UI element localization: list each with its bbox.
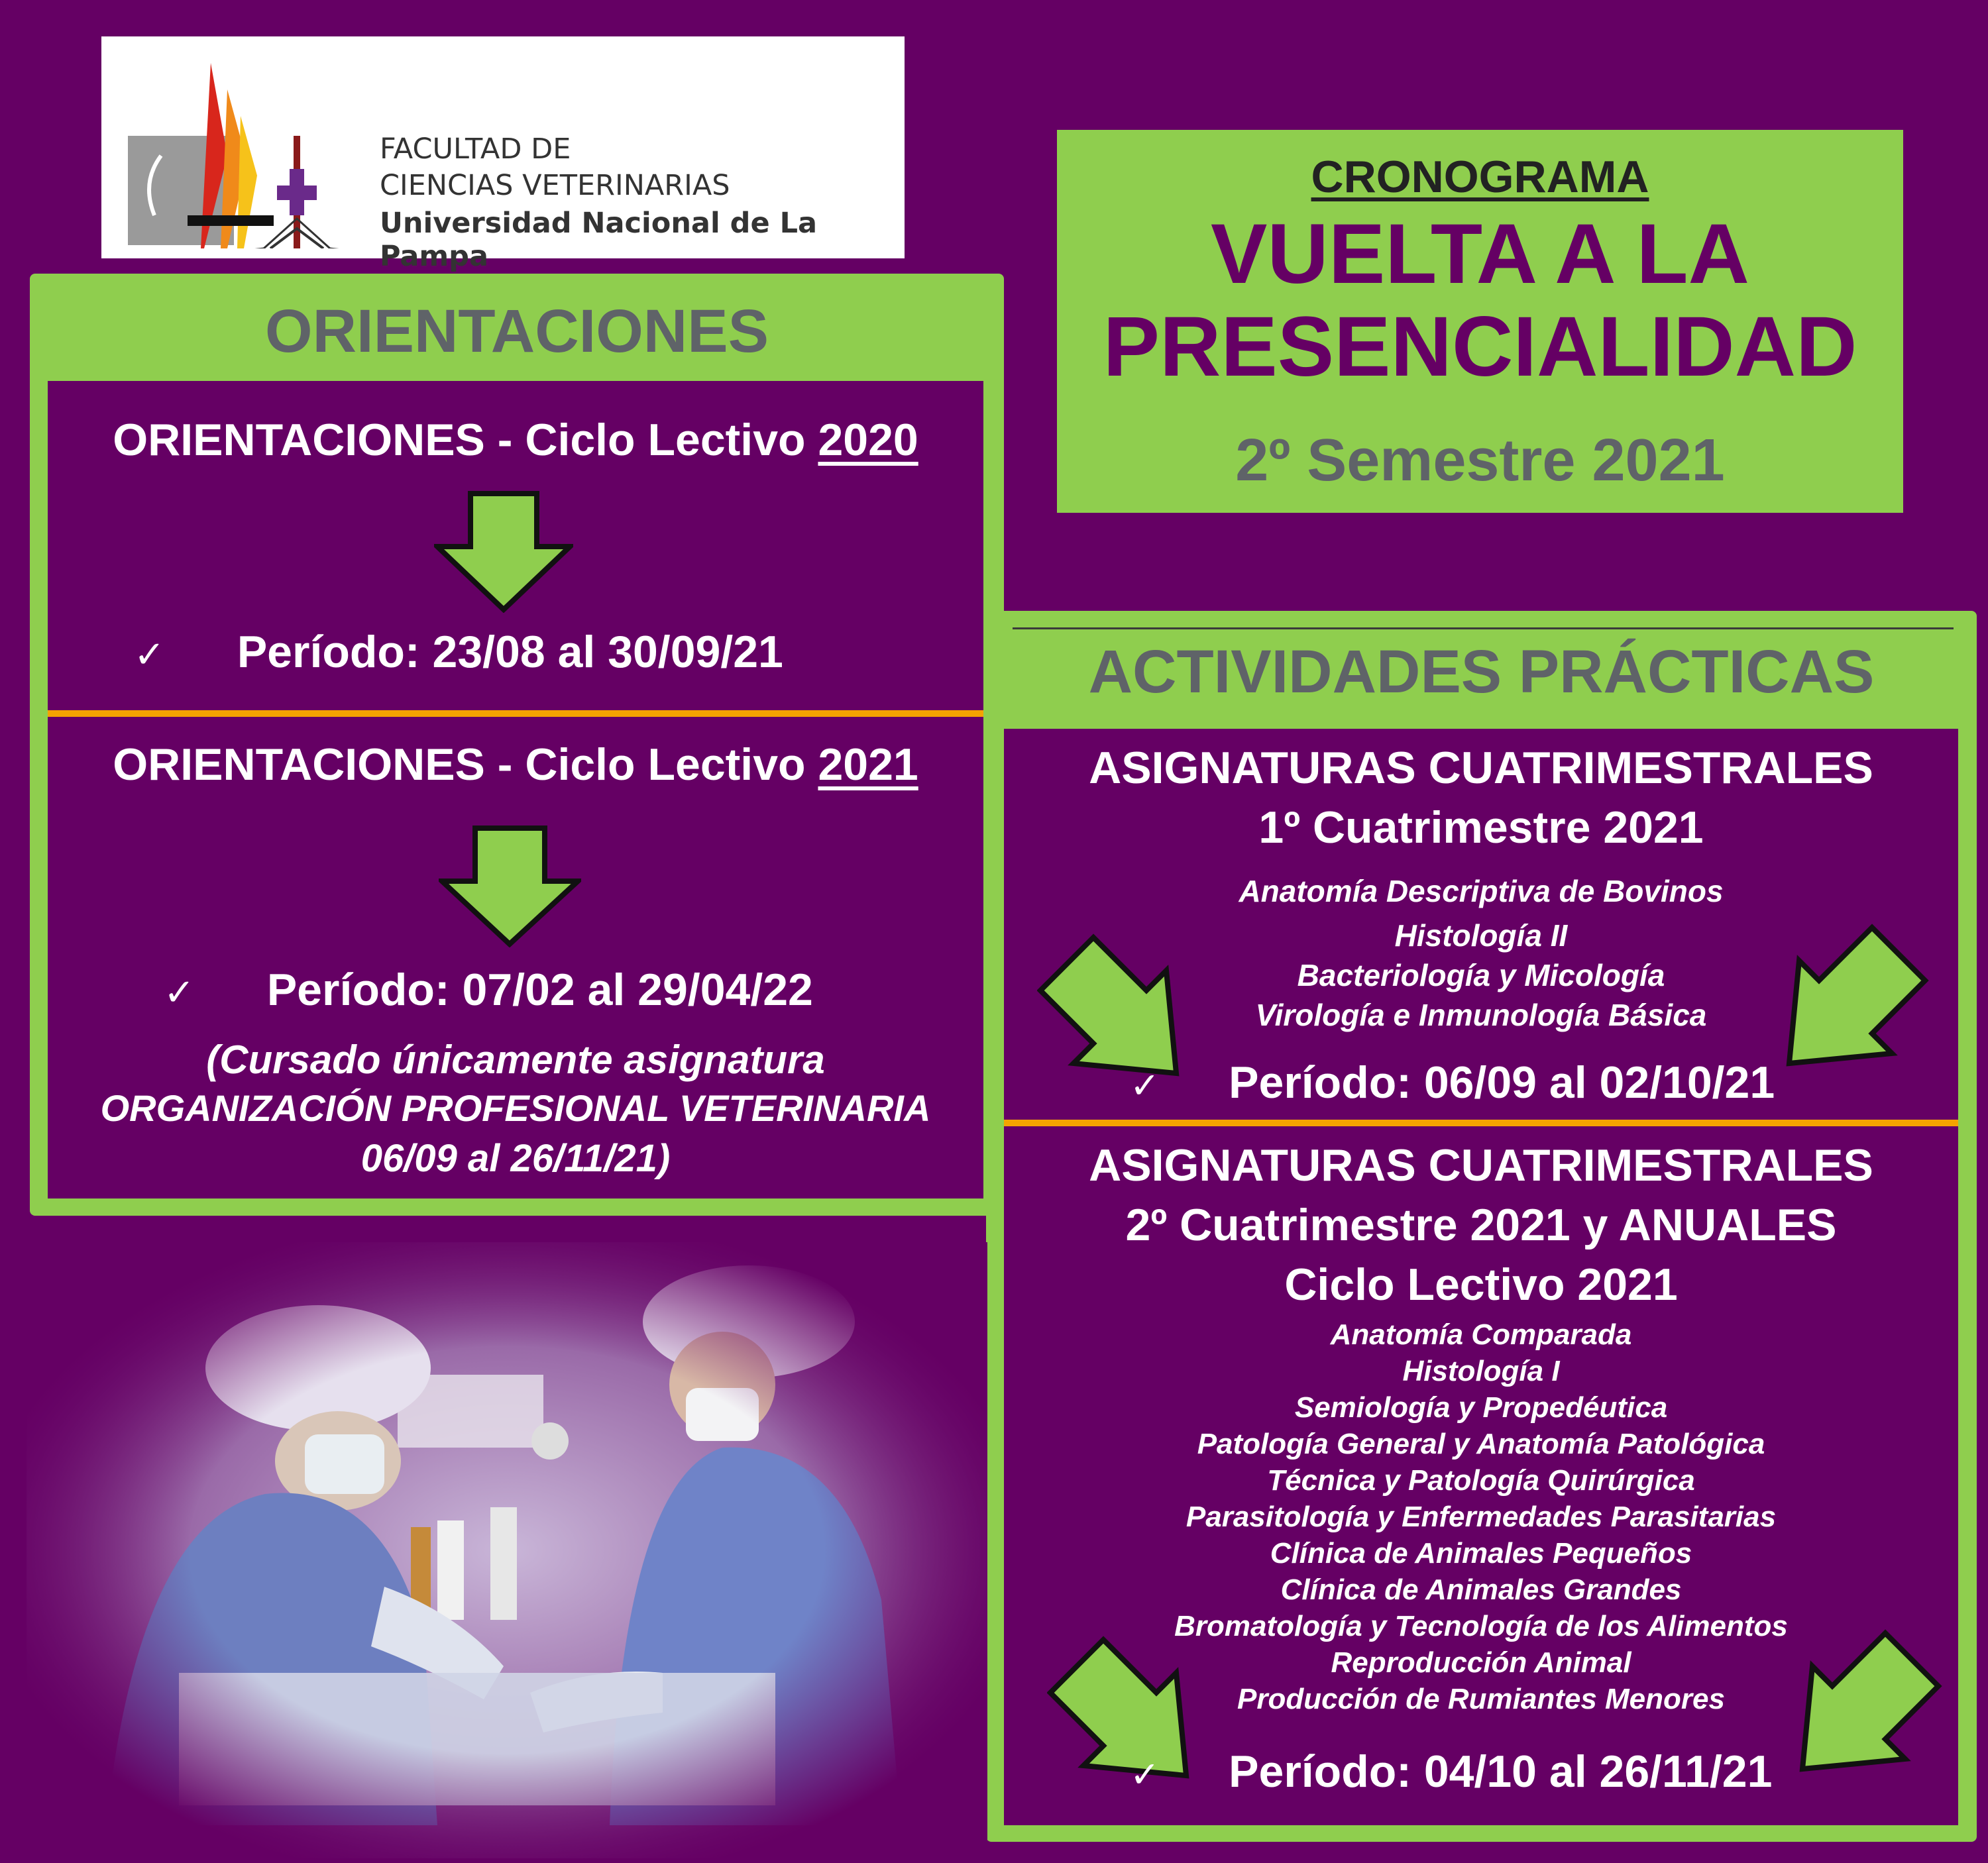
down-arrow-icon [439,825,581,947]
title-line1: VUELTA A LA [1211,207,1749,301]
orientaciones-2020-label: ORIENTACIONES - Ciclo Lectivo [113,415,818,465]
block2-subject: Producción de Rumiantes Menores [1237,1683,1725,1715]
block2-subject: Técnica y Patología Quirúrgica [1267,1464,1695,1497]
block1-subject: Virología e Inmunología Básica [1255,998,1707,1032]
block2-subject: Histología I [1402,1355,1560,1387]
block2-subject: Parasitología y Enfermedades Parasitarias [1186,1501,1777,1533]
check-icon: ✓ [1130,1065,1160,1106]
title-box [1057,130,1903,513]
orientaciones-separator [48,710,983,717]
block1-title1: ASIGNATURAS CUATRIMESTRALES [1089,743,1873,793]
block1-period: Período: 06/09 al 02/10/21 [1229,1057,1775,1108]
block2-subject: Patología General y Anatomía Patológica [1197,1428,1765,1460]
block1-period-row [1130,1057,1988,1108]
logo-line3: Universidad Nacional de La Pampa [380,207,817,273]
block2-subject: Reproducción Animal [1331,1646,1631,1679]
veterinary-surgery-photo [27,1242,987,1858]
check-icon: ✓ [1130,1754,1160,1795]
title-subtitle: 2º Semestre 2021 [1235,427,1725,494]
orientaciones-2021-title [48,739,983,790]
orientaciones-2021-label: ORIENTACIONES - Ciclo Lectivo [113,739,818,790]
block1-title2: 1º Cuatrimestre 2021 [1258,802,1704,853]
block2-period: Período: 04/10 al 26/11/21 [1229,1746,1773,1797]
block2-subject: Semiología y Propedéutica [1294,1391,1668,1424]
orientaciones-2021-year: 2021 [818,739,918,790]
block2-title1: ASIGNATURAS CUATRIMESTRALES [1089,1140,1873,1191]
orientaciones-2020-title [48,414,983,466]
logo-line2: CIENCIAS VETERINARIAS [380,169,730,202]
orientaciones-note-line3: 06/09 al 26/11/21) [360,1137,671,1180]
orientaciones-note-line2: ORGANIZACIÓN PROFESIONAL VETERINARIA [100,1087,931,1129]
block2-period-row [1130,1746,1988,1797]
faculty-emblem-icon [121,50,366,248]
actividades-content [1004,729,1958,1825]
orientaciones-note-line1: (Cursado únicamente asignatura [206,1038,825,1082]
block1-subject: Bacteriología y Micología [1297,958,1665,992]
orientaciones-2020-year: 2020 [818,415,918,465]
down-arrow-icon [434,490,573,613]
actividades-heading: ACTIVIDADES PRÁCTICAS [1088,638,1875,706]
block2-subject: Bromatología y Tecnología de los Alimentos [1174,1610,1788,1642]
check-icon: ✓ [134,633,165,676]
check-icon: ✓ [164,971,195,1014]
block1-subject: Anatomía Descriptiva de Bovinos [1239,874,1724,908]
block1-subject: Histología II [1394,918,1568,953]
block2-subject: Anatomía Comparada [1330,1318,1632,1351]
block2-subject: Clínica de Animales Pequeños [1270,1537,1692,1570]
block2-title3: Ciclo Lectivo 2021 [1284,1259,1678,1310]
orientaciones-2020-period-row [134,626,1070,678]
actividades-top-rule [1013,627,1954,629]
faculty-logo [101,36,905,273]
block2-title2: 2º Cuatrimestre 2021 y ANUALES [1125,1200,1837,1250]
title-line2: PRESENCIALIDAD [1103,299,1857,394]
orientaciones-2021-period-row [164,964,1099,1016]
actividades-separator [1004,1120,1958,1126]
orientaciones-content [48,381,983,1198]
orientaciones-2020-period: Período: 23/08 al 30/09/21 [237,627,783,677]
orientaciones-2021-period: Período: 07/02 al 29/04/22 [266,965,813,1015]
title-kicker: CRONOGRAMA [1311,152,1649,202]
block2-subject: Clínica de Animales Grandes [1280,1573,1682,1606]
diagonal-arrow-right-icon [1773,921,1938,1073]
logo-line1: FACULTAD DE [380,133,571,166]
orientaciones-heading: ORIENTACIONES [265,297,769,365]
